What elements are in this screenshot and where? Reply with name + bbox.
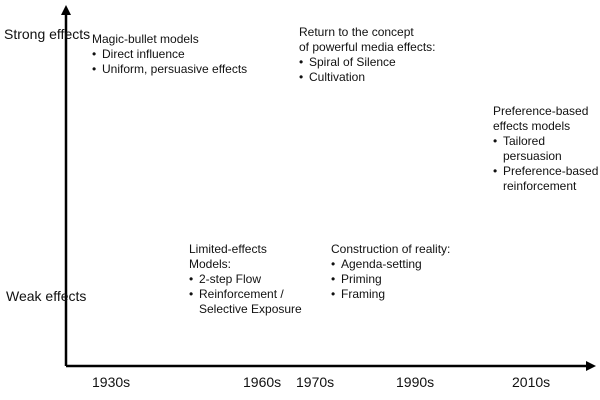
y-axis-strong-effects-label: Strong effects — [4, 26, 91, 42]
era-item: • Direct influence — [92, 47, 247, 62]
era-magic-bullet — [92, 32, 247, 77]
era-construction-of-reality — [331, 242, 450, 302]
era-item: • Tailored persuasion — [493, 134, 598, 164]
era-item: • Uniform, persuasive effects — [92, 62, 247, 77]
x-tick-label: 2010s — [512, 374, 551, 390]
x-tick-label: 1930s — [92, 374, 131, 390]
era-item: • Priming — [331, 272, 450, 287]
era-item: • 2-step Flow — [189, 272, 302, 287]
era-title: Magic-bullet models — [92, 32, 199, 46]
era-item: • Cultivation — [299, 70, 436, 85]
era-limited-effects — [189, 242, 302, 317]
x-tick-label: 1960s — [243, 374, 282, 390]
y-axis-weak-effects-label: Weak effects — [6, 288, 87, 304]
era-preference-based — [493, 104, 598, 194]
era-title: Construction of reality: — [331, 242, 451, 256]
era-item: • Framing — [331, 287, 450, 302]
era-item: • Spiral of Silence — [299, 55, 436, 70]
era-item: • Reinforcement / Selective Exposure — [189, 287, 302, 317]
era-title: Preference-based effects models — [493, 104, 589, 133]
x-tick-label: 1990s — [396, 374, 435, 390]
era-title: Limited-effects Models: — [189, 242, 267, 271]
era-title: Return to the concept of powerful media effects: — [299, 25, 436, 54]
x-tick-label: 1970s — [296, 374, 335, 390]
era-item: • Agenda-setting — [331, 257, 450, 272]
era-powerful-effects-return — [299, 25, 436, 85]
era-item: • Preference-based reinforcement — [493, 164, 598, 194]
